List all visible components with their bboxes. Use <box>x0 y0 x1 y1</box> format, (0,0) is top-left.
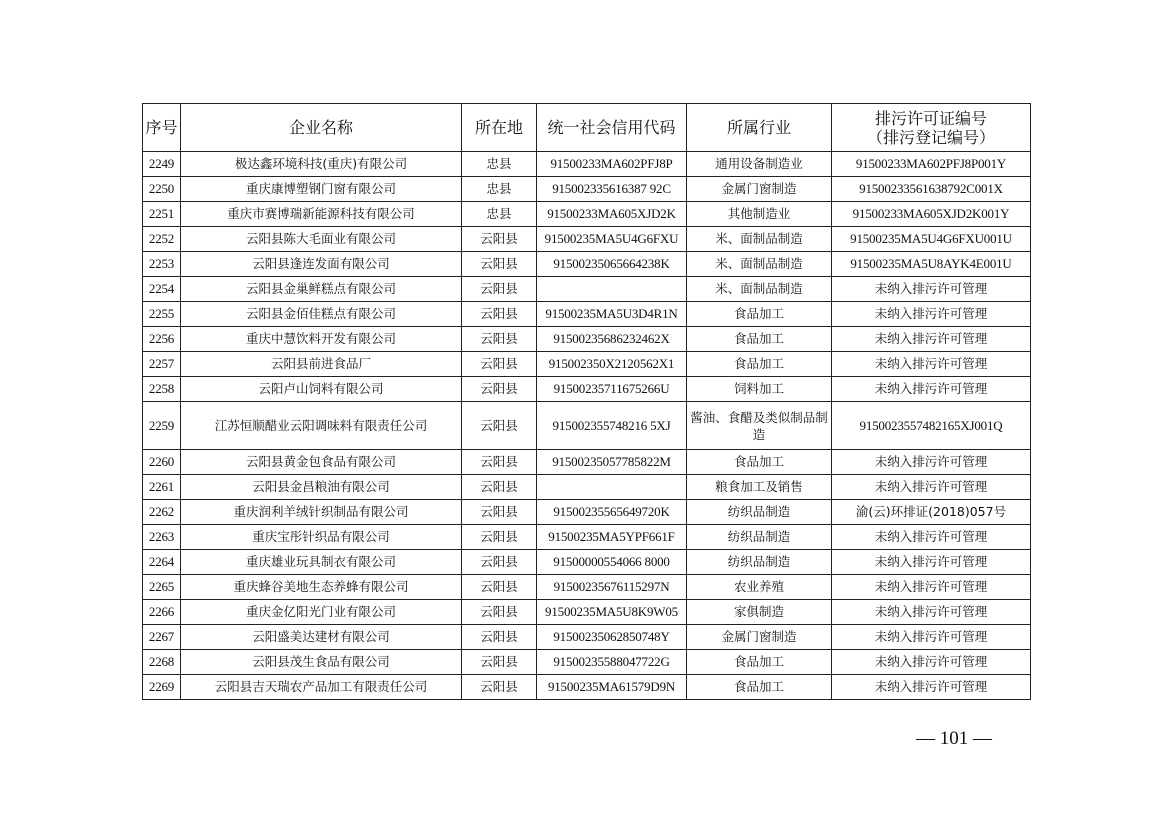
cell-company-name: 云阳县逢连发面有限公司 <box>181 252 462 277</box>
cell-industry: 米、面制品制造 <box>687 252 832 277</box>
cell-seq: 2260 <box>143 450 181 475</box>
cell-industry: 纺织品制造 <box>687 550 832 575</box>
cell-seq: 2262 <box>143 500 181 525</box>
cell-seq: 2257 <box>143 352 181 377</box>
cell-industry: 食品加工 <box>687 650 832 675</box>
cell-credit-code: 91500233MA602PFJ8P <box>537 152 687 177</box>
cell-location: 云阳县 <box>462 402 537 450</box>
cell-seq: 2259 <box>143 402 181 450</box>
cell-credit-code: 91500235057785822M <box>537 450 687 475</box>
cell-credit-code: 91500000554066 8000 <box>537 550 687 575</box>
cell-location: 云阳县 <box>462 227 537 252</box>
table-row <box>143 152 1031 177</box>
cell-credit-code: 91500235588047722G <box>537 650 687 675</box>
cell-seq: 2254 <box>143 277 181 302</box>
table-body <box>143 152 1031 700</box>
page-number: — 101 — <box>916 728 992 749</box>
cell-seq: 2267 <box>143 625 181 650</box>
cell-credit-code: 91500235MA5U4G6FXU <box>537 227 687 252</box>
cell-location: 云阳县 <box>462 675 537 700</box>
cell-permit-number: 未纳入排污许可管理 <box>832 450 1031 475</box>
cell-company-name: 云阳县茂生食品有限公司 <box>181 650 462 675</box>
table-row <box>143 402 1031 450</box>
cell-industry: 金属门窗制造 <box>687 177 832 202</box>
enterprise-registry-table <box>142 103 1031 700</box>
cell-credit-code: 91500235676115297N <box>537 575 687 600</box>
table-row <box>143 475 1031 500</box>
cell-location: 云阳县 <box>462 252 537 277</box>
table-row <box>143 377 1031 402</box>
cell-company-name: 云阳县吉天瑞农产品加工有限责任公司 <box>181 675 462 700</box>
cell-credit-code: 915002355748216 5XJ <box>537 402 687 450</box>
header-permit-line1: 排污许可证编号 <box>874 108 987 128</box>
cell-seq: 2251 <box>143 202 181 227</box>
cell-permit-number: 未纳入排污许可管理 <box>832 277 1031 302</box>
cell-permit-number: 91500235MA5U8AYK4E001U <box>832 252 1031 277</box>
cell-company-name: 重庆市赛博瑞新能源科技有限公司 <box>181 202 462 227</box>
cell-seq: 2258 <box>143 377 181 402</box>
cell-permit-number: 未纳入排污许可管理 <box>832 650 1031 675</box>
cell-industry: 米、面制品制造 <box>687 227 832 252</box>
cell-seq: 2255 <box>143 302 181 327</box>
table-row <box>143 675 1031 700</box>
cell-industry: 家俱制造 <box>687 600 832 625</box>
cell-industry: 食品加工 <box>687 302 832 327</box>
table-row <box>143 625 1031 650</box>
table-row <box>143 450 1031 475</box>
cell-company-name: 云阳县前进食品厂 <box>181 352 462 377</box>
table-row <box>143 202 1031 227</box>
cell-company-name: 重庆康博塑钢门窗有限公司 <box>181 177 462 202</box>
cell-permit-number: 未纳入排污许可管理 <box>832 352 1031 377</box>
cell-location: 忠县 <box>462 152 537 177</box>
cell-company-name: 重庆金亿阳光门业有限公司 <box>181 600 462 625</box>
header-company-name: 企业名称 <box>181 104 462 152</box>
cell-company-name: 极达鑫环境科技(重庆)有限公司 <box>181 152 462 177</box>
cell-seq: 2250 <box>143 177 181 202</box>
cell-seq: 2268 <box>143 650 181 675</box>
table-row <box>143 227 1031 252</box>
cell-seq: 2269 <box>143 675 181 700</box>
table-row <box>143 525 1031 550</box>
cell-seq: 2266 <box>143 600 181 625</box>
cell-company-name: 云阳县金佰佳糕点有限公司 <box>181 302 462 327</box>
cell-credit-code: 91500235565649720K <box>537 500 687 525</box>
cell-permit-number: 未纳入排污许可管理 <box>832 675 1031 700</box>
cell-permit-number: 未纳入排污许可管理 <box>832 377 1031 402</box>
cell-seq: 2264 <box>143 550 181 575</box>
cell-permit-number: 9150023557482165XJ001Q <box>832 402 1031 450</box>
cell-credit-code: 91500235062850748Y <box>537 625 687 650</box>
header-permit-line2: （排污登记编号） <box>866 127 995 147</box>
cell-industry: 粮食加工及销售 <box>687 475 832 500</box>
cell-credit-code: 91500233MA605XJD2K <box>537 202 687 227</box>
cell-permit-number: 未纳入排污许可管理 <box>832 625 1031 650</box>
cell-credit-code: 915002335616387 92C <box>537 177 687 202</box>
cell-company-name: 云阳县金巢鲜糕点有限公司 <box>181 277 462 302</box>
cell-credit-code: 91500235MA5U3D4R1N <box>537 302 687 327</box>
cell-credit-code <box>537 475 687 500</box>
cell-industry: 纺织品制造 <box>687 525 832 550</box>
table-row <box>143 327 1031 352</box>
cell-industry: 农业养殖 <box>687 575 832 600</box>
cell-seq: 2256 <box>143 327 181 352</box>
table-row <box>143 500 1031 525</box>
cell-permit-number: 91500233MA602PFJ8P001Y <box>832 152 1031 177</box>
table-row <box>143 252 1031 277</box>
cell-company-name: 云阳卢山饲料有限公司 <box>181 377 462 402</box>
cell-seq: 2249 <box>143 152 181 177</box>
cell-permit-number: 91500233MA605XJD2K001Y <box>832 202 1031 227</box>
cell-permit-number: 未纳入排污许可管理 <box>832 327 1031 352</box>
cell-industry: 食品加工 <box>687 327 832 352</box>
table-row <box>143 352 1031 377</box>
cell-permit-number: 渝(云)环排证(2018)057号 <box>832 500 1031 525</box>
cell-industry: 食品加工 <box>687 352 832 377</box>
cell-credit-code <box>537 277 687 302</box>
cell-location: 云阳县 <box>462 500 537 525</box>
cell-location: 云阳县 <box>462 550 537 575</box>
header-seq: 序号 <box>143 104 181 152</box>
cell-location: 云阳县 <box>462 600 537 625</box>
cell-location: 云阳县 <box>462 327 537 352</box>
cell-credit-code: 91500235MA5U8K9W05 <box>537 600 687 625</box>
cell-seq: 2265 <box>143 575 181 600</box>
cell-credit-code: 91500235MA5YPF661F <box>537 525 687 550</box>
cell-industry: 其他制造业 <box>687 202 832 227</box>
header-credit-code: 统一社会信用代码 <box>537 104 687 152</box>
cell-credit-code: 91500235711675266U <box>537 377 687 402</box>
cell-company-name: 重庆润利羊绒针织制品有限公司 <box>181 500 462 525</box>
cell-location: 忠县 <box>462 177 537 202</box>
table-row <box>143 177 1031 202</box>
table-row <box>143 600 1031 625</box>
cell-industry: 纺织品制造 <box>687 500 832 525</box>
table-row <box>143 575 1031 600</box>
cell-location: 云阳县 <box>462 450 537 475</box>
header-location: 所在地 <box>462 104 537 152</box>
cell-permit-number: 未纳入排污许可管理 <box>832 525 1031 550</box>
cell-company-name: 云阳县陈大毛面业有限公司 <box>181 227 462 252</box>
cell-permit-number: 未纳入排污许可管理 <box>832 302 1031 327</box>
cell-industry: 食品加工 <box>687 675 832 700</box>
header-industry: 所属行业 <box>687 104 832 152</box>
table-header-row <box>143 104 1031 152</box>
cell-company-name: 重庆宝彤针织品有限公司 <box>181 525 462 550</box>
cell-company-name: 重庆蜂谷美地生态养蜂有限公司 <box>181 575 462 600</box>
cell-company-name: 云阳盛美达建材有限公司 <box>181 625 462 650</box>
cell-credit-code: 91500235MA61579D9N <box>537 675 687 700</box>
cell-company-name: 重庆中慧饮料开发有限公司 <box>181 327 462 352</box>
cell-location: 云阳县 <box>462 377 537 402</box>
cell-credit-code: 91500235686232462X <box>537 327 687 352</box>
cell-location: 云阳县 <box>462 352 537 377</box>
table-row <box>143 650 1031 675</box>
cell-location: 云阳县 <box>462 575 537 600</box>
cell-industry: 通用设备制造业 <box>687 152 832 177</box>
cell-permit-number: 91500235MA5U4G6FXU001U <box>832 227 1031 252</box>
cell-credit-code: 91500235065664238K <box>537 252 687 277</box>
cell-company-name: 云阳县黄金包食品有限公司 <box>181 450 462 475</box>
cell-location: 云阳县 <box>462 475 537 500</box>
cell-industry: 米、面制品制造 <box>687 277 832 302</box>
cell-permit-number: 未纳入排污许可管理 <box>832 475 1031 500</box>
cell-company-name: 江苏恒顺醋业云阳调味料有限责任公司 <box>181 402 462 450</box>
cell-seq: 2263 <box>143 525 181 550</box>
cell-industry: 饲料加工 <box>687 377 832 402</box>
cell-company-name: 重庆雄业玩具制衣有限公司 <box>181 550 462 575</box>
cell-location: 云阳县 <box>462 650 537 675</box>
cell-industry: 食品加工 <box>687 450 832 475</box>
cell-seq: 2261 <box>143 475 181 500</box>
cell-location: 忠县 <box>462 202 537 227</box>
cell-industry: 金属门窗制造 <box>687 625 832 650</box>
cell-permit-number: 91500233561638792C001X <box>832 177 1031 202</box>
cell-permit-number: 未纳入排污许可管理 <box>832 575 1031 600</box>
cell-location: 云阳县 <box>462 625 537 650</box>
header-permit-number <box>832 104 1031 152</box>
cell-location: 云阳县 <box>462 277 537 302</box>
table-row <box>143 277 1031 302</box>
table-row <box>143 550 1031 575</box>
cell-permit-number: 未纳入排污许可管理 <box>832 550 1031 575</box>
table-row <box>143 302 1031 327</box>
cell-credit-code: 915002350X2120562X1 <box>537 352 687 377</box>
cell-company-name: 云阳县金昌粮油有限公司 <box>181 475 462 500</box>
cell-permit-number: 未纳入排污许可管理 <box>832 600 1031 625</box>
cell-industry: 酱油、食醋及类似制品制造 <box>687 402 832 450</box>
cell-seq: 2252 <box>143 227 181 252</box>
cell-seq: 2253 <box>143 252 181 277</box>
cell-location: 云阳县 <box>462 302 537 327</box>
cell-location: 云阳县 <box>462 525 537 550</box>
